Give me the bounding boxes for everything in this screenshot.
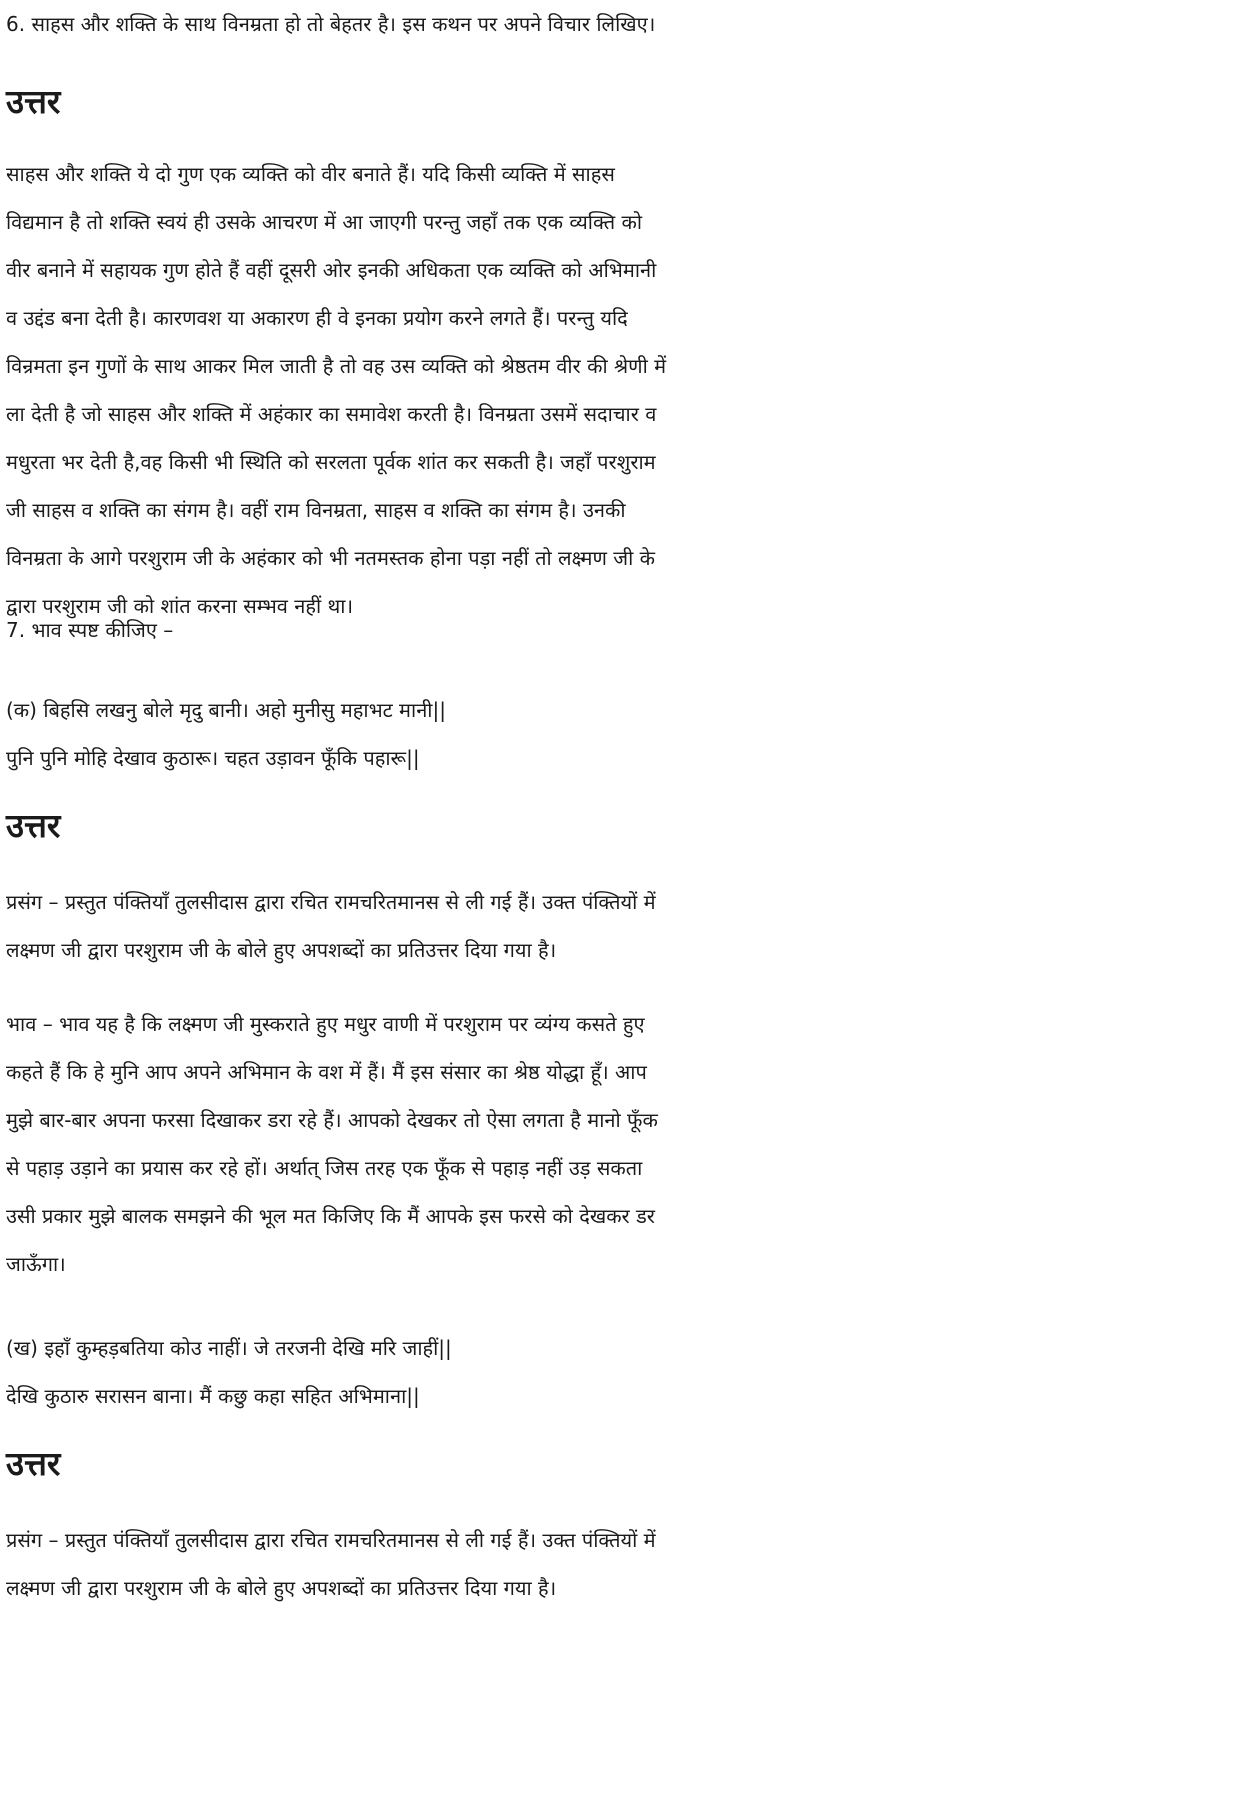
verse-line: (ख) इहाँ कुम्हड़बतिया कोउ नाहीं। जे तरजनी देखि मरि जाहीं|| [6, 1336, 452, 1360]
answer-heading-7b: उत्तर [6, 1444, 61, 1483]
verse-a [6, 686, 1246, 782]
answer-line: वीर बनाने में सहायक गुण होते हैं वहीं दूसरी ओर इनकी अधिकता एक व्यक्ति को अभिमानी [6, 258, 657, 282]
question-7-text: 7. भाव स्पष्ट कीजिए – [6, 618, 174, 642]
bhav-line: भाव – भाव यह है कि लक्ष्मण जी मुस्कराते हुए मधुर वाणी में परशुराम पर व्यंग्य कसते हुए [6, 1012, 645, 1036]
answer-heading-7a: उत्तर [6, 806, 61, 845]
question-6-text: 6. साहस और शक्ति के साथ विनम्रता हो तो बेहतर है। इस कथन पर अपने विचार लिखिए। [6, 12, 656, 36]
bhav-line: उसी प्रकार मुझे बालक समझने की भूल मत किजिए कि मैं आपके इस फरसे को देखकर डर [6, 1204, 655, 1228]
bhav-line: जाऊँगा। [6, 1252, 66, 1276]
bhav-line: मुझे बार-बार अपना फरसा दिखाकर डरा रहे हैं। आपको देखकर तो ऐसा लगता है मानो फूँक [6, 1108, 658, 1132]
verse-line: (क) बिहसि लखनु बोले मृदु बानी। अहो मुनीसु महाभट मानी|| [6, 698, 446, 722]
answer-line: विद्यमान है तो शक्ति स्वयं ही उसके आचरण में आ जाएगी परन्तु जहाँ तक एक व्यक्ति को [6, 210, 642, 234]
bhav-line: कहते हैं कि हे मुनि आप अपने अभिमान के वश में हैं। मैं इस संसार का श्रेष्ठ योद्धा हूँ। आप [6, 1060, 647, 1084]
prasang-line: प्रसंग – प्रस्तुत पंक्तियाँ तुलसीदास द्वारा रचित रामचरितमानस से ली गई हैं। उक्त पंक्तियों में [6, 890, 656, 914]
verse-line: देखि कुठारु सरासन बाना। मैं कछु कहा सहित अभिमाना|| [6, 1384, 420, 1408]
answer-q6-paragraph [6, 150, 1246, 630]
answer-line: द्वारा परशुराम जी को शांत करना सम्भव नहीं था। [6, 594, 354, 618]
answer-line: विन्रमता इन गुणों के साथ आकर मिल जाती है तो वह उस व्यक्ति को श्रेष्ठतम वीर की श्रेणी में [6, 354, 667, 378]
answer-line: ला देती है जो साहस और शक्ति में अहंकार का समावेश करती है। विनम्रता उसमें सदाचार व [6, 402, 657, 426]
bhav-a [6, 1000, 1246, 1288]
answer-heading-q6: उत्तर [6, 82, 61, 121]
prasang-line: प्रसंग – प्रस्तुत पंक्तियाँ तुलसीदास द्वारा रचित रामचरितमानस से ली गई हैं। उक्त पंक्तियों में [6, 1528, 656, 1552]
prasang-a [6, 878, 1246, 974]
verse-b [6, 1324, 1246, 1420]
question-7 [6, 606, 1246, 654]
prasang-line: लक्ष्मण जी द्वारा परशुराम जी के बोले हुए अपशब्दों का प्रतिउत्तर दिया गया है। [6, 1576, 557, 1600]
prasang-line: लक्ष्मण जी द्वारा परशुराम जी के बोले हुए अपशब्दों का प्रतिउत्तर दिया गया है। [6, 938, 557, 962]
answer-line: व उद्दंड बना देती है। कारणवश या अकारण ही वे इनका प्रयोग करने लगते हैं। परन्तु यदि [6, 306, 628, 330]
question-6 [6, 0, 1246, 48]
bhav-line: से पहाड़ उड़ाने का प्रयास कर रहे हों। अर्थात् जिस तरह एक फूँक से पहाड़ नहीं उड़ सकता [6, 1156, 643, 1180]
prasang-b [6, 1516, 1246, 1612]
verse-line: पुनि पुनि मोहि देखाव कुठारू। चहत उड़ावन फूँकि पहारू|| [6, 746, 420, 770]
answer-line: साहस और शक्ति ये दो गुण एक व्यक्ति को वीर बनाते हैं। यदि किसी व्यक्ति में साहस [6, 162, 615, 186]
answer-line: विनम्रता के आगे परशुराम जी के अहंकार को भी नतमस्तक होना पड़ा नहीं तो लक्ष्मण जी के [6, 546, 656, 570]
answer-line: मधुरता भर देती है,वह किसी भी स्थिति को सरलता पूर्वक शांत कर सकती है। जहाँ परशुराम [6, 450, 656, 474]
answer-line: जी साहस व शक्ति का संगम है। वहीं राम विनम्रता, साहस व शक्ति का संगम है। उनकी [6, 498, 626, 522]
